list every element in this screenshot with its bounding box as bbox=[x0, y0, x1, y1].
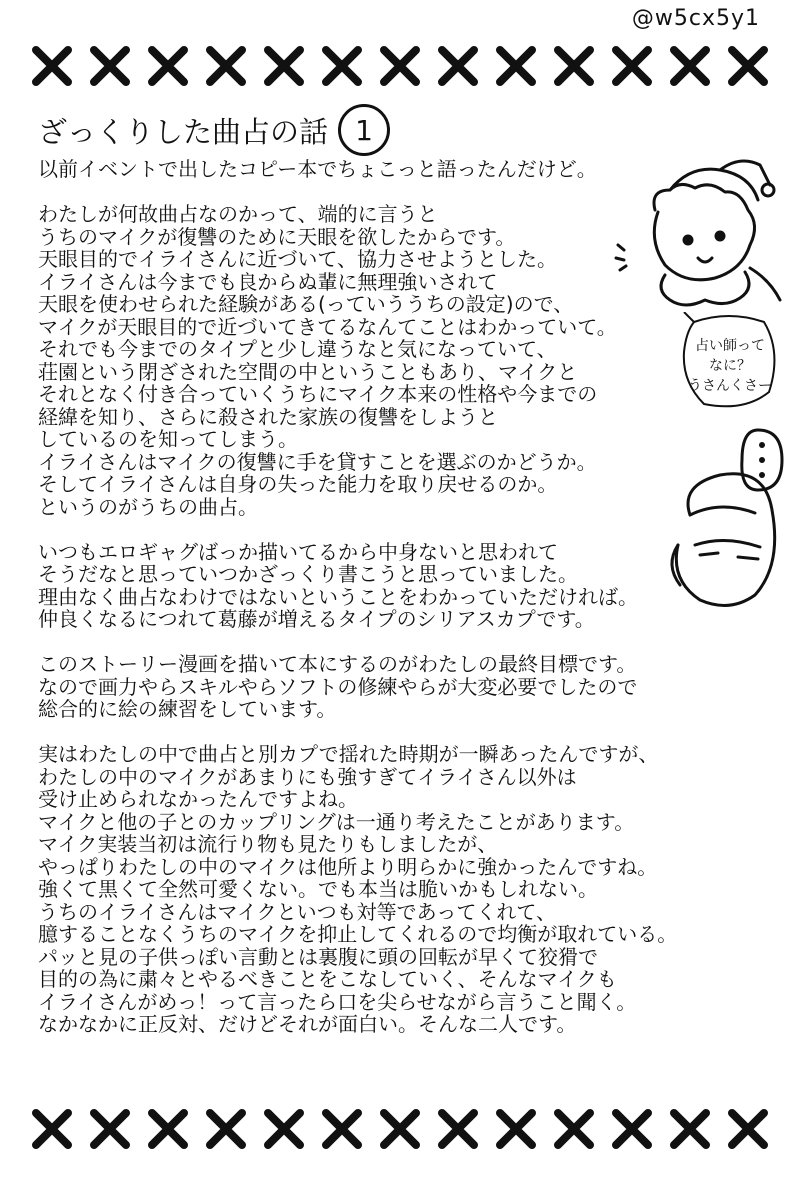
text-line: 目的の為に粛々とやるべきことをこなしていく、そんなマイクも bbox=[38, 967, 617, 991]
cross-mark-icon bbox=[146, 44, 190, 88]
text-line: うちのイライさんはマイクといつも対等であってくれて、 bbox=[38, 899, 556, 924]
cross-mark-icon bbox=[30, 1107, 74, 1151]
cross-mark-icon bbox=[204, 44, 248, 88]
text-line: わたしが何故曲占なのかって、端的に言うと bbox=[38, 202, 438, 226]
text-line: イライさんはマイクの復讐に手を貸すことを選ぶのかどうか。 bbox=[38, 449, 597, 474]
speech-line-3: うさんくさー bbox=[688, 378, 772, 394]
page-title bbox=[38, 104, 390, 156]
cross-mark-icon bbox=[378, 1107, 422, 1151]
text-line: それでも今までのタイプと少し違うなと気になっていて、 bbox=[38, 337, 557, 361]
cross-mark-icon bbox=[668, 44, 712, 88]
cross-mark-icon bbox=[610, 44, 654, 88]
cross-mark-icon bbox=[30, 44, 74, 88]
cross-mark-icon bbox=[320, 44, 364, 88]
cross-mark-icon bbox=[88, 44, 132, 88]
text-line: イライさんがめっ！って言ったら口を尖らせながら言うこと聞く。 bbox=[38, 989, 637, 1014]
title-text: ざっくりした曲占の話 bbox=[38, 114, 329, 149]
text-line: 天眼目的でイライさんに近づいて、協力させようとした。 bbox=[38, 247, 557, 271]
top-cross-border bbox=[30, 44, 770, 88]
paragraph-gap bbox=[38, 518, 738, 541]
cross-mark-icon bbox=[146, 1107, 190, 1151]
cross-mark-icon bbox=[552, 44, 596, 88]
text-line: 強くて黒くて全然可愛くない。でも本当は脆いかもしれない。 bbox=[38, 877, 598, 901]
text-line: このストーリー漫画を描いて本にするのがわたしの最終目標です。 bbox=[38, 652, 637, 676]
cross-mark-icon bbox=[668, 1107, 712, 1151]
text-line: というのがうちの曲占。 bbox=[38, 494, 258, 519]
text-line: 経緯を知り、さらに殺された家族の復讐をしようと bbox=[38, 404, 498, 429]
cross-mark-icon bbox=[494, 44, 538, 88]
cross-mark-icon bbox=[726, 1107, 770, 1151]
cross-mark-icon bbox=[262, 1107, 306, 1151]
text-line: なかなかに正反対、だけどそれが面白い。そんな二人です。 bbox=[38, 1012, 577, 1036]
cross-mark-icon bbox=[494, 1107, 538, 1151]
cross-mark-icon bbox=[552, 1107, 596, 1151]
text-line: 天眼を使わせられた経験がある(っていううちの設定)ので、 bbox=[38, 292, 574, 316]
cross-mark-icon bbox=[610, 1107, 654, 1151]
text-line: いつもエロギャグばっか描いてるから中身ないと思われて bbox=[38, 539, 558, 564]
speech-line-2: なに？ bbox=[709, 358, 751, 374]
text-line: なので画力やらスキルやらソフトの修練やらが大変必要でしたので bbox=[38, 674, 638, 699]
text-line: それとなく付き合っていくうちにマイク本来の性格や今までの bbox=[38, 382, 598, 406]
cross-mark-icon bbox=[320, 1107, 364, 1151]
text-line: 荘園という閉ざされた空間の中ということもあり、マイクと bbox=[38, 359, 578, 384]
text-line: わたしの中のマイクがあまりにも強すぎてイライさん以外は bbox=[38, 764, 577, 789]
text-line: うちのマイクが復讐のために天眼を欲したからです。 bbox=[38, 224, 516, 249]
paragraph-gap bbox=[38, 721, 738, 744]
cross-mark-icon bbox=[88, 1107, 132, 1151]
text-line: マイク実装当初は流行り物も見たりもしましたが、 bbox=[38, 832, 498, 856]
text-line: しているのを知ってしまう。 bbox=[38, 427, 298, 451]
bottom-cross-border bbox=[30, 1107, 770, 1151]
text-line: 実はわたしの中で曲占と別カプで揺れた時期が一瞬あったんですが、 bbox=[38, 742, 659, 766]
cross-mark-icon bbox=[436, 44, 480, 88]
text-line: やっぱりわたしの中のマイクは他所より明らかに強かったんですね。 bbox=[38, 854, 658, 879]
title-number-circle: 1 bbox=[338, 104, 390, 156]
text-line: 臆することなくうちのマイクを抑止してくれるので均衡が取れている。 bbox=[38, 922, 678, 946]
text-line: そしてイライさんは自身の失った能力を取り戻せるのか。 bbox=[38, 472, 558, 496]
cross-mark-icon bbox=[378, 44, 422, 88]
text-line: 以前イベントで出したコピー本でちょこっと語ったんだけど。 bbox=[38, 157, 597, 181]
text-line: イライさんは今までも良からぬ輩に無理強いされて bbox=[38, 269, 498, 294]
cross-mark-icon bbox=[436, 1107, 480, 1151]
cross-mark-icon bbox=[204, 1107, 248, 1151]
text-line: 仲良くなるにつれて葛藤が増えるタイプのシリアスカプです。 bbox=[38, 607, 595, 631]
text-line: 総合的に絵の練習をしています。 bbox=[38, 697, 337, 721]
cross-mark-icon bbox=[262, 44, 306, 88]
speech-bubble bbox=[680, 320, 780, 430]
eli-doodle-icon bbox=[660, 415, 795, 615]
author-handle: @w5cx5y1 bbox=[631, 6, 760, 31]
text-line: マイクと他の子とのカップリングは一通り考えたことがあります。 bbox=[38, 809, 635, 834]
text-line: 受け止められなかったんですよね。 bbox=[38, 787, 358, 811]
text-line: パッと見の子供っぽい言動とは裏腹に頭の回転が早くて狡猾で bbox=[38, 944, 598, 969]
text-line: 理由なく曲占なわけではないということをわかっていただければ。 bbox=[38, 584, 638, 609]
speech-line-1: 占い師って bbox=[695, 338, 765, 354]
text-line: マイクが天眼目的で近づいてきてるなんてことはわかっていて。 bbox=[38, 314, 617, 339]
mike-doodle-icon bbox=[610, 150, 785, 320]
paragraph-gap bbox=[38, 631, 738, 654]
cross-mark-icon bbox=[726, 44, 770, 88]
text-line: そうだなと思っていつかざっくり書こうと思っていました。 bbox=[38, 562, 578, 586]
